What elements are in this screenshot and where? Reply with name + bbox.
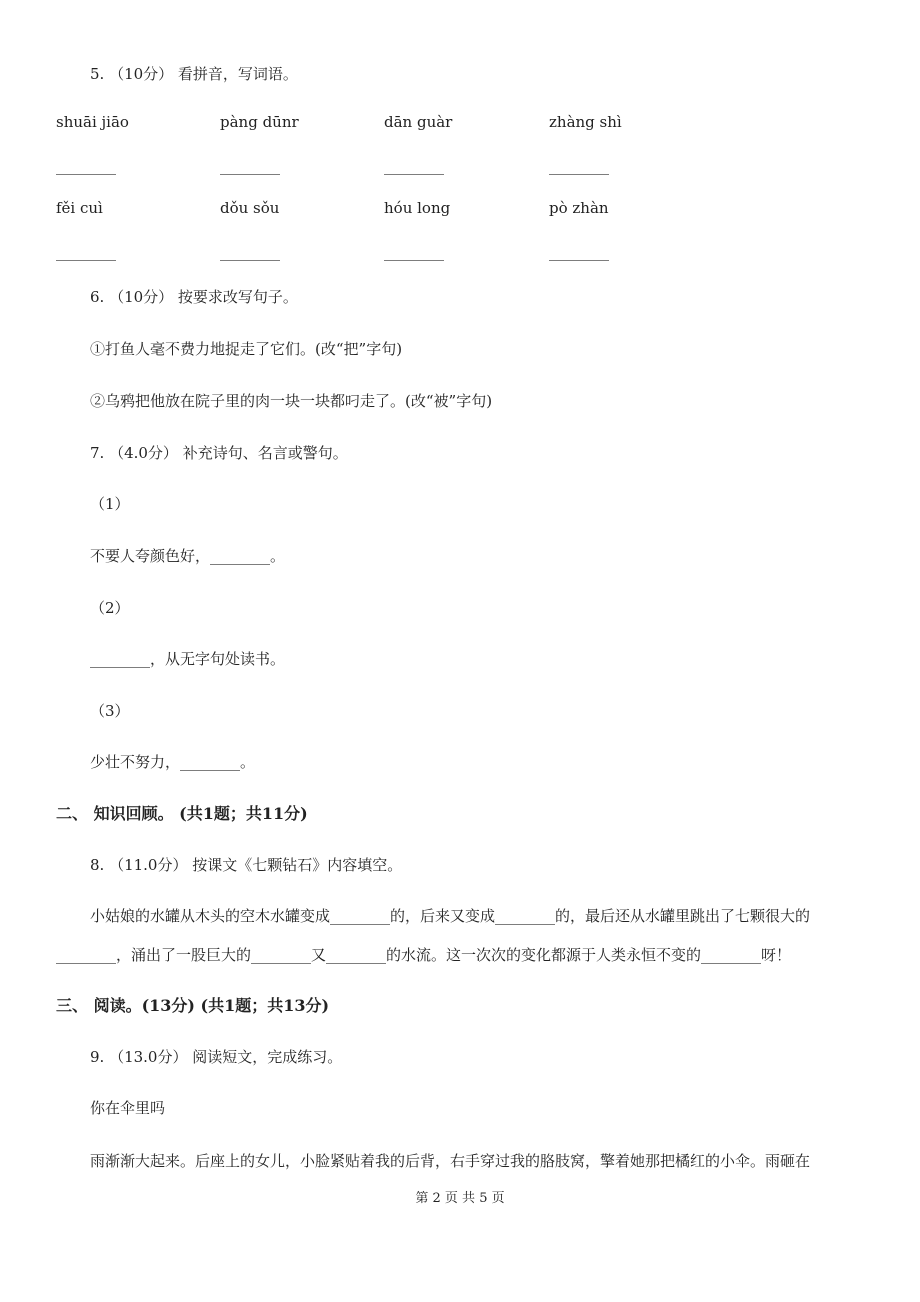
answer-blank-1: ________ — [56, 157, 116, 175]
pinyin-4: zhàng shì — [549, 113, 622, 131]
pinyin-1: shuāi jiāo — [56, 113, 129, 131]
q7-item-3-number: （3） — [90, 702, 130, 720]
q8-text-line-1: 小姑娘的水罐从木头的空木水罐变成________的，后来又变成________的，最后还从水罐里跳出了七颗很大的 — [90, 907, 811, 925]
pinyin-8: pò zhàn — [549, 199, 609, 217]
q7-header: 7. （4.0分） 补充诗句、名言或警句。 — [90, 444, 348, 462]
pinyin-3: dān guàr — [384, 113, 453, 131]
q5-header: 5. （10分） 看拼音，写词语。 — [90, 65, 298, 83]
answer-blank-8: ________ — [549, 243, 609, 261]
q9-passage-title: 你在伞里吗 — [90, 1099, 166, 1117]
answer-blank-4: ________ — [549, 157, 609, 175]
q7-item-1-number: （1） — [90, 495, 130, 513]
answer-blank-5: ________ — [56, 243, 116, 261]
pinyin-2: pàng dūnr — [220, 113, 299, 131]
q7-item-3-text: 少壮不努力，________。 — [90, 753, 256, 771]
q8-header: 8. （11.0分） 按课文《七颗钻石》内容填空。 — [90, 856, 403, 874]
q9-header: 9. （13.0分） 阅读短文，完成练习。 — [90, 1048, 343, 1066]
q8-text-line-2: ________，涌出了一股巨大的________又________的水流。这一次次的变化都源于人类永恒不变的________呀！ — [56, 946, 792, 964]
answer-blank-7: ________ — [384, 243, 444, 261]
pinyin-6: dǒu sǒu — [220, 199, 280, 217]
section-3-heading: 三、 阅读。(13分) (共1题；共13分) — [56, 996, 330, 1015]
page-number-footer: 第 2 页 共 5 页 — [415, 1191, 505, 1206]
answer-blank-3: ________ — [384, 157, 444, 175]
q7-item-2-text: ________，从无字句处读书。 — [90, 650, 286, 668]
q7-item-2-number: （2） — [90, 599, 130, 617]
answer-blank-6: ________ — [220, 243, 280, 261]
q6-header: 6. （10分） 按要求改写句子。 — [90, 288, 298, 306]
answer-blank-2: ________ — [220, 157, 280, 175]
q9-passage-line-1: 雨渐渐大起来。后座上的女儿，小脸紧贴着我的后背，右手穿过我的胳肢窝，擎着她那把橘红的小伞。雨砸在 — [90, 1152, 811, 1170]
pinyin-5: fěi cuì — [56, 199, 103, 217]
q6-item-2: ②乌鸦把他放在院子里的肉一块一块都叼走了。(改“被”字句) — [90, 392, 493, 410]
q6-item-1: ①打鱼人毫不费力地捉走了它们。(改“把”字句) — [90, 340, 403, 358]
q7-item-1-text: 不要人夸颜色好，________。 — [90, 547, 286, 565]
section-2-heading: 二、 知识回顾。 (共1题；共11分) — [56, 804, 308, 823]
pinyin-7: hóu long — [384, 199, 451, 217]
